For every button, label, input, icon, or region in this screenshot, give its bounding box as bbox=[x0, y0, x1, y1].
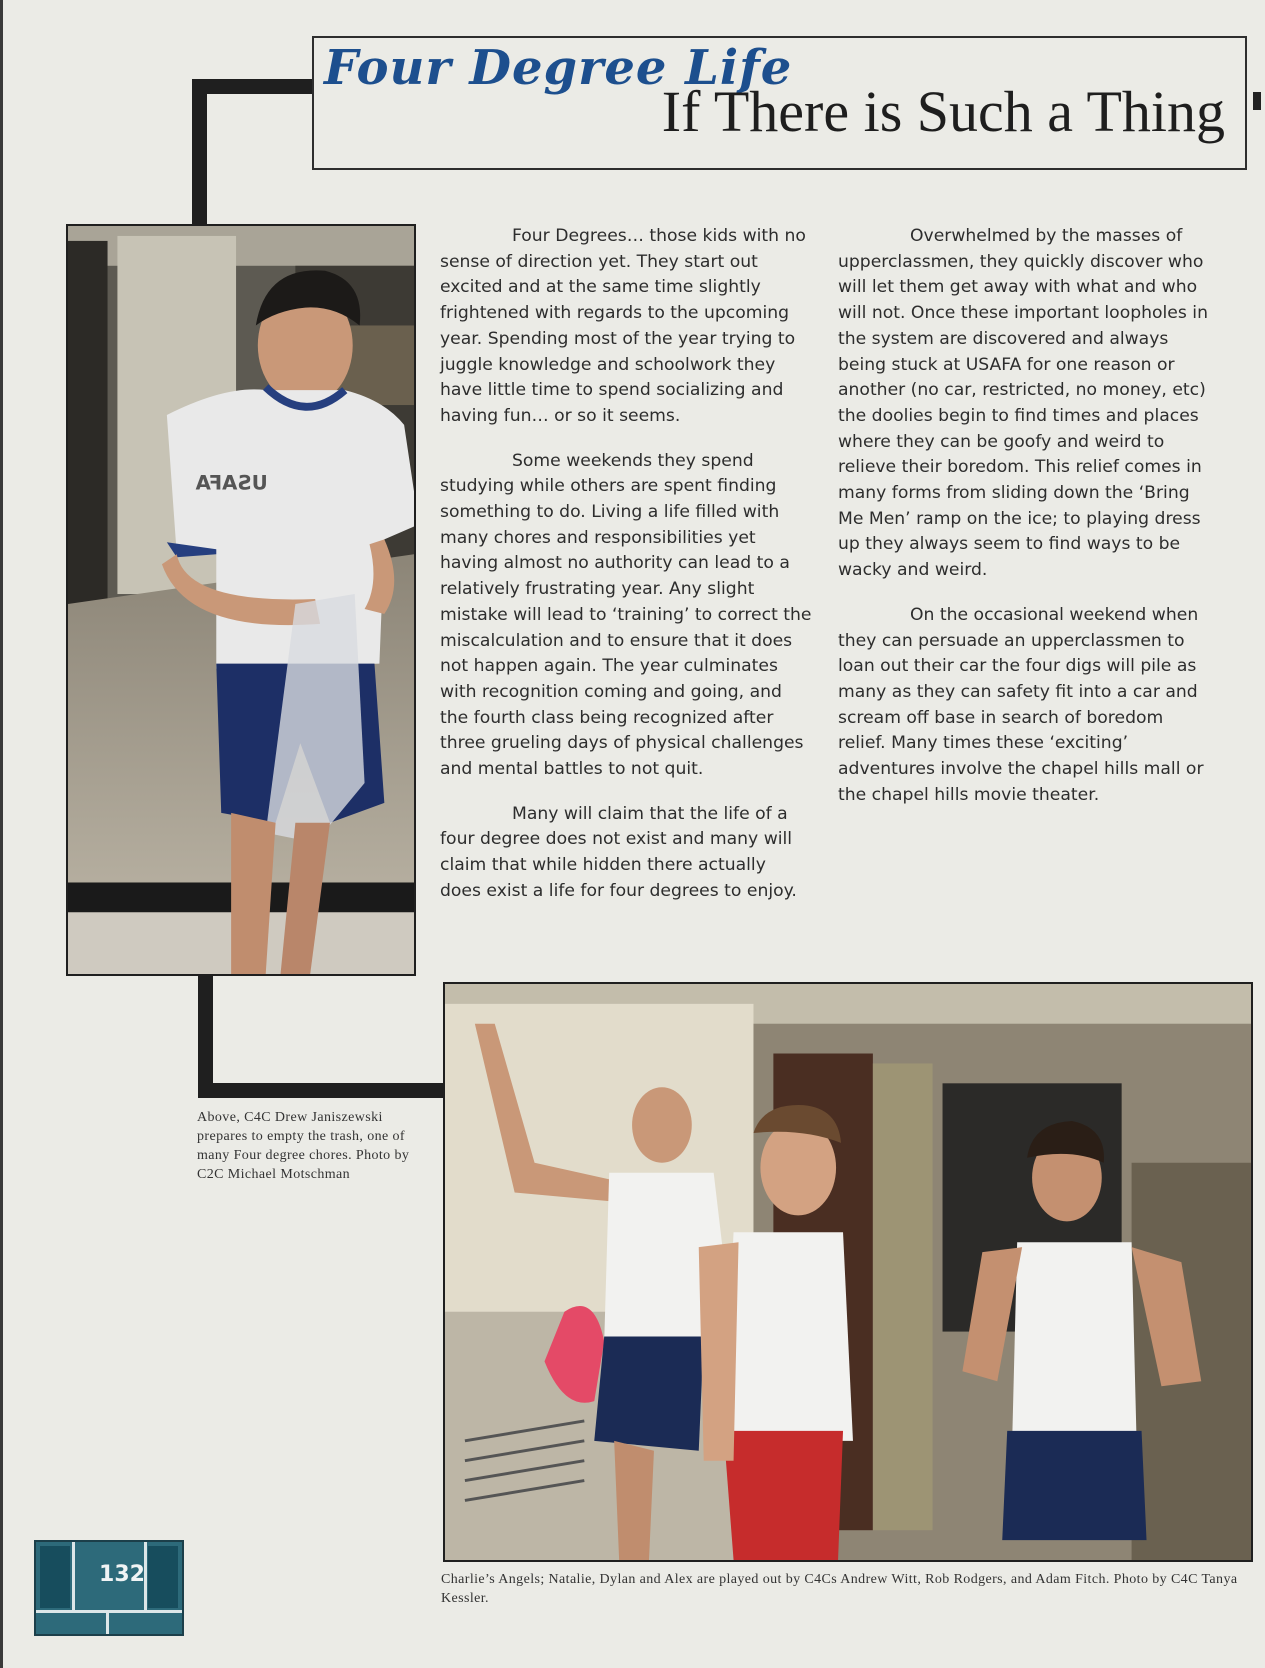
shirt-print: USAFA bbox=[195, 471, 268, 495]
page-number-block bbox=[34, 1540, 184, 1636]
edge-tab-mark bbox=[1253, 92, 1261, 110]
page-number-cell bbox=[40, 1546, 70, 1608]
article-paragraph: Many will claim that the life of a four degree does not exist and many will claim that while hidden there actually does exist a life for four degrees to enjoy. bbox=[440, 803, 797, 901]
article-column-2 bbox=[838, 224, 1216, 827]
article-paragraph: Some weekends they spend studying while others are spent finding something to do. Living a life filled with many chores and responsibilities yet having almost no authority can lead to a relatively frustrating year. Any slight mistake will lead to ‘training’ to correct the miscalculation and to ensure that it does not happen again. The year culminates with recognition coming and going, and the fourth class being recognized after three grueling days of physical challenges and mental battles to not quit. bbox=[440, 450, 812, 780]
photo-charlies-angels bbox=[443, 982, 1253, 1562]
page-number-divider bbox=[106, 1610, 109, 1634]
page-number-divider bbox=[36, 1610, 182, 1613]
bracket-top-horizontal bbox=[192, 79, 312, 94]
article-column-1 bbox=[440, 224, 812, 924]
article-paragraph: Overwhelmed by the masses of upperclassmen, they quickly discover who will let them get away with what and who will not. Once these important loopholes in the system are discovered and always being stuck at USAFA for one reason or another (no car, restricted, no money, etc) the doolies begin to find times and places where they can be goofy and weird to relieve their boredom. This relief comes in many forms from sliding down the ‘Bring Me Men’ ramp on the ice; to playing dress up they always seem to find ways to be wacky and weird. bbox=[838, 226, 1208, 581]
page-number-divider bbox=[72, 1542, 75, 1610]
photo-cadet-trash bbox=[66, 224, 416, 976]
photo2-caption: Charlie’s Angels; Natalie, Dylan and Alex are played out by C4Cs Andrew Witt, Rob Rodgers, and Adam Fitch. Photo by C4C Tanya Kessler. bbox=[441, 1572, 1238, 1606]
bracket-bottom-horizontal bbox=[198, 1083, 448, 1098]
section-script-title: Four Degree Life bbox=[324, 40, 793, 96]
title-box bbox=[312, 36, 1247, 170]
article-paragraph: On the occasional weekend when they can persuade an upperclassmen to loan out their car the four digs will pile as many as they can safety fit into a car and scream off base in search of boredom relief. Many times these ‘exciting’ adventures involve the chapel hills mall or the chapel hills movie theater. bbox=[838, 604, 1204, 805]
page-edge-line bbox=[0, 0, 3, 1668]
bracket-top-vertical bbox=[192, 79, 207, 225]
page-number: 132 bbox=[99, 1562, 145, 1587]
photo1-caption: Above, C4C Drew Janiszewski prepares to empty the trash, one of many Four degree chores. Photo by C2C Michael Motschman bbox=[197, 1110, 410, 1182]
bracket-bottom-vertical bbox=[198, 970, 213, 1090]
article-paragraph: Four Degrees… those kids with no sense of direction yet. They start out excited and at the same time slightly frightened with regards to the upcoming year. Spending most of the year trying to juggle knowledge and schoolwork they have little time to spend socializing and having fun… or so it seems. bbox=[440, 226, 806, 426]
page-title: If There is Such a Thing bbox=[661, 79, 1225, 144]
